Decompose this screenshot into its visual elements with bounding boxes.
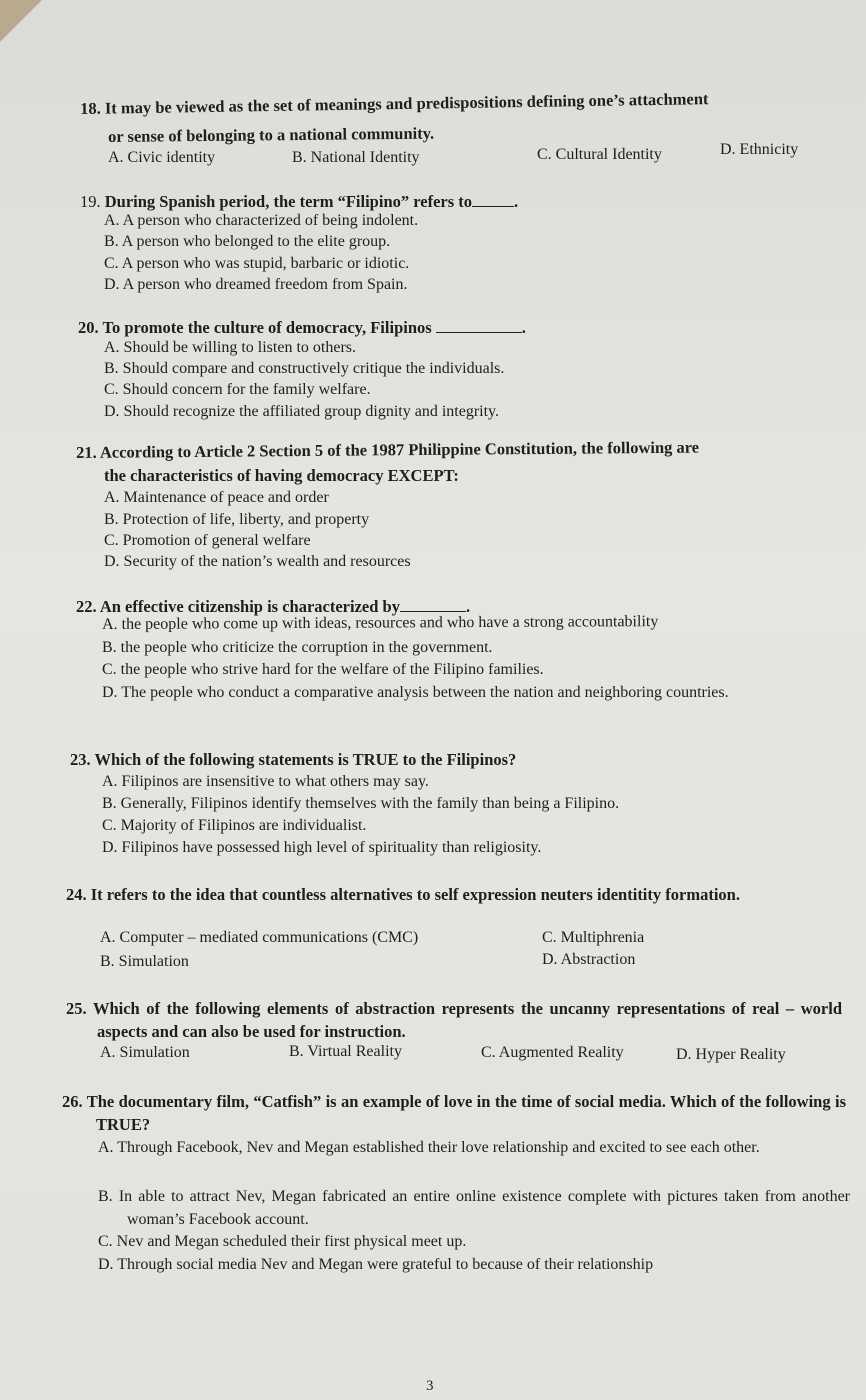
question-20-option-d: D. Should recognize the affiliated group dignity and integrity. xyxy=(104,403,500,420)
page-corner-fold xyxy=(0,0,42,42)
question-24-stem: 24. It refers to the idea that countless alternatives to self expression neuters identitity formation. xyxy=(66,885,740,904)
question-25-option-d: D. Hyper Reality xyxy=(676,1046,786,1063)
question-23-option-a: A. Filipinos are insensitive to what others may say. xyxy=(102,773,429,790)
question-23-option-d: D. Filipinos have possessed high level of spirituality than religiosity. xyxy=(102,839,542,856)
answer-blank xyxy=(400,597,466,612)
question-25-stem: 25. Which of the following elements of abstraction represents the uncanny representations of real – world aspects and can also be used for instruction. xyxy=(66,999,842,1041)
page-number: 3 xyxy=(426,1378,434,1394)
question-25-option-a: A. Simulation xyxy=(100,1044,190,1061)
question-20-stem: 20. To promote the culture of democracy, Filipinos . xyxy=(78,318,526,337)
question-24-option-b: B. Simulation xyxy=(100,953,189,970)
answer-blank xyxy=(436,318,522,333)
question-22-stem: 22. An effective citizenship is characterized by . xyxy=(76,597,471,616)
question-25-option-c: C. Augmented Reality xyxy=(481,1044,624,1061)
question-23-option-b: B. Generally, Filipinos identify themselves with the family than being a Filipino. xyxy=(102,795,620,812)
question-21-stem-line1: 21. According to Article 2 Section 5 of the 1987 Philippine Constitution, the following are xyxy=(75,437,700,462)
question-22-option-b: B. the people who criticize the corruption in the government. xyxy=(102,639,493,656)
question-26-option-d: D. Through social media Nev and Megan were grateful to because of their relationship xyxy=(98,1256,654,1273)
question-18-option-a: A. Civic identity xyxy=(108,149,216,166)
question-24-option-c: C. Multiphrenia xyxy=(542,929,645,946)
question-19-option-d: D. A person who dreamed freedom from Spain. xyxy=(104,276,408,293)
question-21-option-a: A. Maintenance of peace and order xyxy=(104,489,329,506)
answer-blank xyxy=(472,192,514,207)
question-20-option-b: B. Should compare and constructively critique the individuals. xyxy=(104,360,505,377)
question-20-option-a: A. Should be willing to listen to others. xyxy=(104,339,356,356)
question-number: 18. xyxy=(79,98,101,118)
question-19-option-c: C. A person who was stupid, barbaric or idiotic. xyxy=(104,255,410,272)
question-21-option-b: B. Protection of life, liberty, and property xyxy=(104,511,370,528)
question-18-stem-line2: or sense of belonging to a national community. xyxy=(107,123,435,146)
question-18-stem-line1: 18. It may be viewed as the set of meanings and predispositions defining one’s attachment xyxy=(79,89,709,118)
question-26-option-c: C. Nev and Megan scheduled their first physical meet up. xyxy=(98,1233,467,1250)
question-21-option-d: D. Security of the nation’s wealth and resources xyxy=(104,553,411,570)
question-23-option-c: C. Majority of Filipinos are individualist. xyxy=(102,817,367,834)
question-24-option-d: D. Abstraction xyxy=(542,951,636,968)
question-20-option-c: C. Should concern for the family welfare. xyxy=(104,381,371,398)
question-22-option-a: A. the people who come up with ideas, resources and who have a strong accountability xyxy=(102,613,659,633)
question-26-option-a: A. Through Facebook, Nev and Megan established their love relationship and excited to see each other. xyxy=(98,1139,760,1156)
question-19-option-b: B. A person who belonged to the elite group. xyxy=(104,233,391,250)
question-26-option-b: B. In able to attract Nev, Megan fabricated an entire online existence complete with pictures taken from another woman’s Facebook account. xyxy=(98,1188,850,1228)
question-18-option-d: D. Ethnicity xyxy=(720,141,799,158)
question-19-stem: 19. During Spanish period, the term “Filipino” refers to . xyxy=(80,192,519,211)
question-23-stem: 23. Which of the following statements is TRUE to the Filipinos? xyxy=(70,750,517,769)
question-18-option-b: B. National Identity xyxy=(292,149,420,166)
question-22-option-d: D. The people who conduct a comparative analysis between the nation and neighboring countries. xyxy=(102,684,729,701)
question-21-option-c: C. Promotion of general welfare xyxy=(104,532,311,549)
question-24-option-a: A. Computer – mediated communications (CMC) xyxy=(100,929,419,946)
question-25-option-b: B. Virtual Reality xyxy=(289,1043,402,1060)
question-21-stem-line2: the characteristics of having democracy EXCEPT: xyxy=(104,466,459,485)
question-19-option-a: A. A person who characterized of being indolent. xyxy=(104,212,419,229)
question-18-option-c: C. Cultural Identity xyxy=(537,146,662,163)
question-22-option-c: C. the people who strive hard for the welfare of the Filipino families. xyxy=(102,661,544,678)
question-26-stem: 26. The documentary film, “Catfish” is an example of love in the time of social media. Which of the following is TRUE? xyxy=(62,1092,846,1134)
